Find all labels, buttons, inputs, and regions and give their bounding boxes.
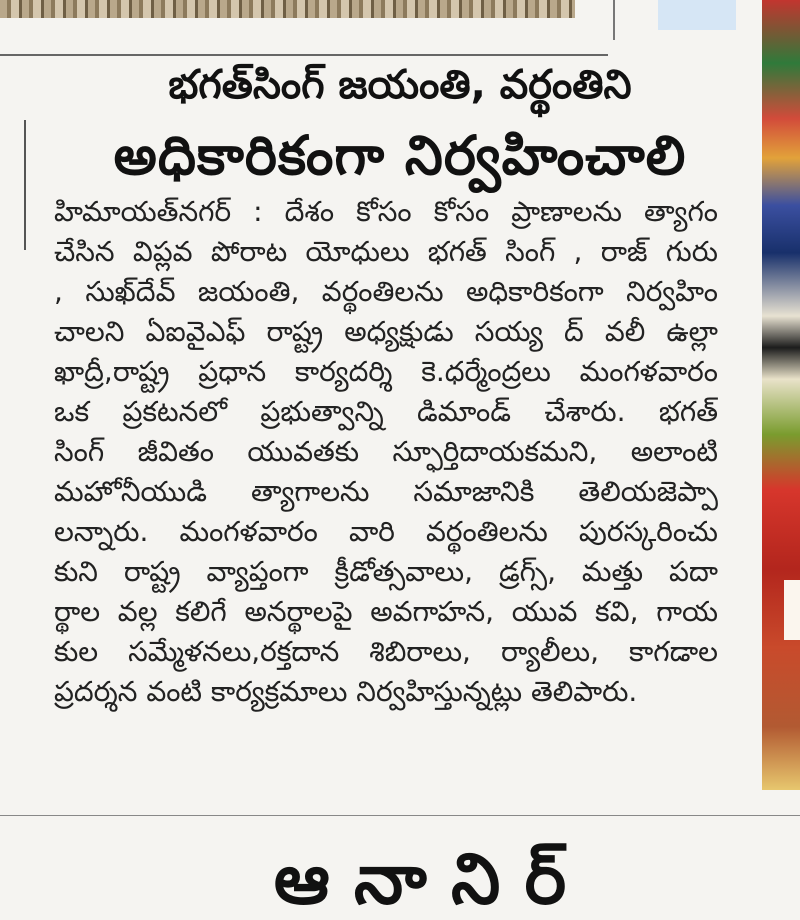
headline-line-1: భగత్‌సింగ్ జయంతి, వర్థంతిని <box>168 62 632 108</box>
left-column-rule <box>24 120 26 250</box>
body-line: కుల సమ్మేళనలు,రక్తదాన శిబిరాలు, ర్యాలీలు, కాగడాల <box>54 635 718 668</box>
body-line: ర్థాల వల్ల కలిగే అనర్థాలపై అవగాహన, యువ కవి, గాయ <box>54 595 718 628</box>
body-line: ప్రదర్శన వంటి కార్యక్రమాలు నిర్వహిస్తున్నట్లు తెలిపారు. <box>54 675 638 708</box>
body-line: చాలని ఏఐవైఎఫ్ రాష్ట్ర అధ్యక్షుడు సయ్య ద్ వలీ ఉల్లా <box>54 315 718 348</box>
body-line: ఒక ప్రకటనలో ప్రభుత్వాన్ని డిమాండ్ చేశారు. భగత్ <box>54 395 718 428</box>
top-rule <box>0 54 608 56</box>
bottom-rule <box>0 815 800 816</box>
body-line: లన్నారు. మంగళవారం వారి వర్థంతిలను పురస్కరించు <box>54 515 718 548</box>
body-line: ఖాద్రీ,రాష్ట్ర ప్రధాన కార్యదర్శి కె.ధర్మేంద్రలు మంగళవారం <box>54 355 718 388</box>
body-line: కుని రాష్ట్ర వ్యాప్తంగా క్రీడోత్సవాలు, డ్రగ్స్, మత్తు పదా <box>54 555 718 588</box>
adjacent-column-box <box>658 0 736 30</box>
next-article-headline-cutoff <box>110 838 730 920</box>
headline-line-2: అధికారికంగా నిర్వహించాలి <box>113 124 687 187</box>
column-divider <box>613 0 615 40</box>
body-line: సింగ్ జీవితం యువతకు స్ఫూర్తిదాయకమని, అలాంటి <box>54 435 718 468</box>
advertisement-image <box>762 0 800 790</box>
body-line: , సుఖ్‌దేవ్ జయంతి, వర్థంతిలను అధికారికంగా నిర్వహిం <box>54 275 718 308</box>
top-photo-strip <box>0 0 575 18</box>
article-body <box>54 192 718 712</box>
body-line: చేసిన విప్లవ పోరాట యోధులు భగత్ సింగ్ , రాజ్ గురు <box>54 235 718 268</box>
body-line: హిమాయత్‌నగర్ : దేశం కోసం కోసం ప్రాణాలను త్యాగం <box>54 195 718 228</box>
advertisement-image-label-area <box>784 580 800 640</box>
next-headline-text: ఆ నా ని ర్ <box>273 838 567 920</box>
body-line: మహోనీయుడి త్యాగాలను సమాజానికి తెలియజెప్పా <box>54 475 718 508</box>
